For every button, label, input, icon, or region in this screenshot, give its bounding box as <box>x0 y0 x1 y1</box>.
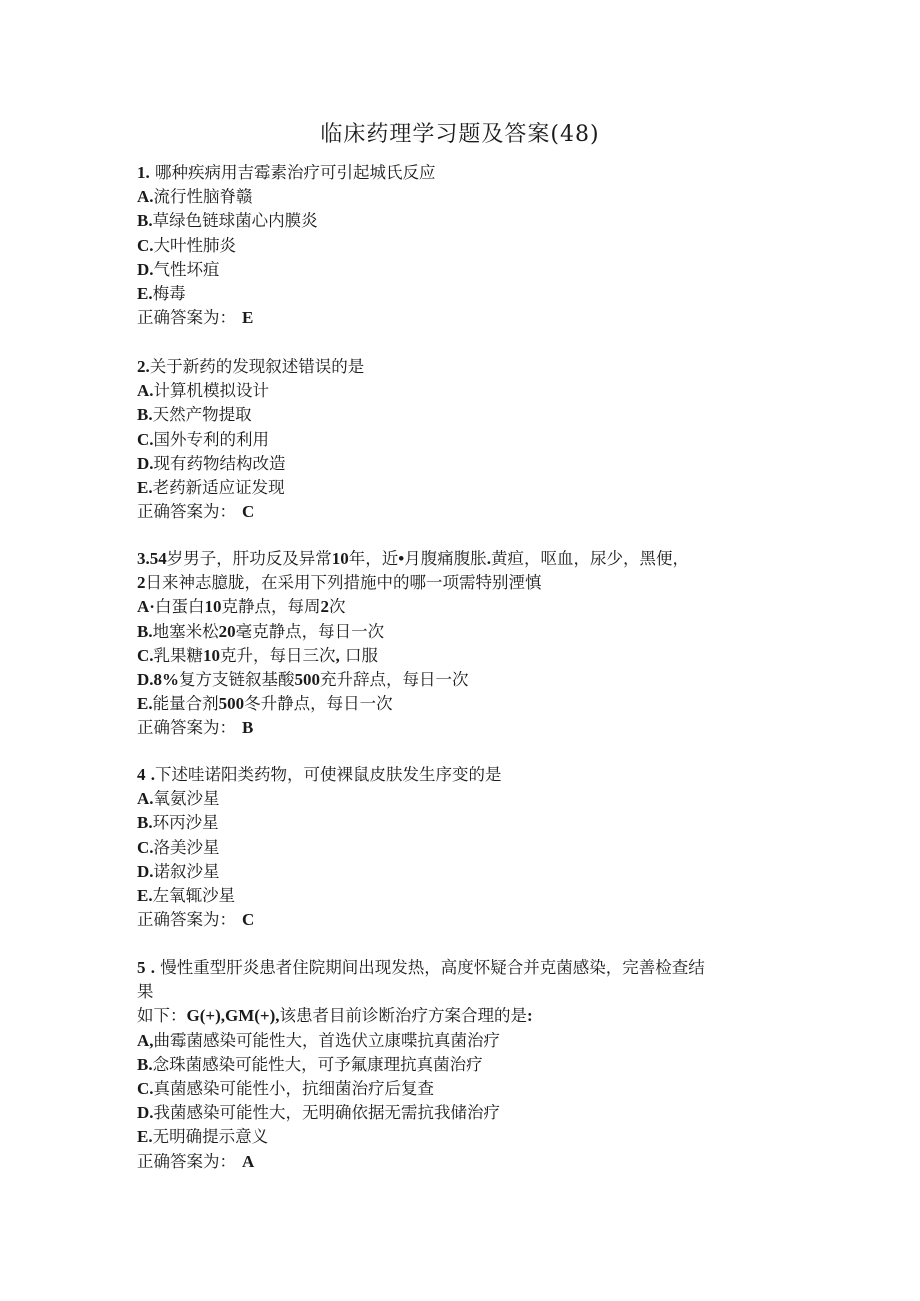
option-text: 计算机模拟设计 <box>153 381 270 401</box>
answer-value: C <box>242 910 255 930</box>
option-b <box>137 403 797 427</box>
question-stem-text: . 哪种疾病用吉霉素治疗可引起城氏反应 <box>145 163 436 182</box>
option-label: E. <box>137 885 153 905</box>
question-stem-text: .下述哇诺阳类药物，可使裸鼠皮肤发生序变的是 <box>150 765 502 784</box>
option-text: 梅毒 <box>152 283 186 303</box>
question-stem <box>137 355 797 379</box>
option-text: 无明确提示意义 <box>152 1127 269 1147</box>
question-stem <box>137 161 797 185</box>
option-a <box>137 1029 797 1053</box>
page-title: 临床药理学习题及答案(48) <box>320 122 600 147</box>
option-text: 乳果糖10克升，每日三次, 口服 <box>153 645 379 665</box>
question-stem <box>137 956 797 980</box>
option-text: 能量合剂500冬升静点，每日一次 <box>152 694 393 714</box>
option-text: 气性坏疽 <box>153 259 220 279</box>
option-a <box>137 185 797 209</box>
answer-line <box>137 716 797 740</box>
option-label: E. <box>137 1127 153 1147</box>
answer-line <box>137 908 797 932</box>
option-d <box>137 258 797 282</box>
option-text: 白蛋白10克静点，每周2次 <box>154 597 346 617</box>
option-text: 诺叙沙星 <box>153 861 220 881</box>
question-number: 4 <box>137 765 146 784</box>
option-label: C. <box>137 837 154 857</box>
answer-prefix: 正确答案为： <box>137 502 236 522</box>
option-label: C. <box>137 235 154 255</box>
option-text: 大叶性肺炎 <box>153 235 237 255</box>
option-label: A. <box>137 789 154 809</box>
answer-value: E <box>242 308 254 328</box>
answer-value: C <box>242 502 255 522</box>
option-c <box>137 1077 797 1101</box>
option-d <box>137 452 797 476</box>
option-label: A, <box>137 1030 154 1050</box>
question-1 <box>137 161 797 330</box>
option-text: 曲霉菌感染可能性大，首选伏立康喋抗真菌治疗 <box>153 1030 501 1050</box>
question-stem-text: 2日来神志臆胧，在采用下列措施中的哪一项需特别湮慎 <box>137 573 542 593</box>
question-number: 3.54 <box>137 549 167 568</box>
option-c <box>137 428 797 452</box>
option-label: C. <box>137 1078 154 1098</box>
option-e <box>137 692 797 716</box>
question-stem <box>137 571 797 595</box>
option-text: 环丙沙星 <box>152 813 219 833</box>
question-stem <box>137 980 797 1004</box>
option-e <box>137 1125 797 1149</box>
option-text: 8%复方支链叙基酸500充升辞点，每日一次 <box>153 669 469 689</box>
option-text: 氧氨沙星 <box>153 789 220 809</box>
question-stem <box>137 547 797 571</box>
question-stem-text: 岁男子，肝功反及异常10年，近•月腹痛腹胀.黄疸，呕血，尿少，黑便， <box>166 549 689 568</box>
question-stem-text: 果 <box>137 982 154 1002</box>
option-e <box>137 476 797 500</box>
answer-prefix: 正确答案为： <box>137 910 236 930</box>
option-a <box>137 379 797 403</box>
question-4 <box>137 763 797 932</box>
option-d <box>137 668 797 692</box>
option-label: B. <box>137 405 153 425</box>
question-3 <box>137 547 797 741</box>
option-label: D. <box>137 1103 154 1123</box>
question-2 <box>137 355 797 524</box>
option-label: B. <box>137 621 153 641</box>
answer-prefix: 正确答案为： <box>137 1151 236 1171</box>
option-b <box>137 1053 797 1077</box>
option-label: E. <box>137 283 153 303</box>
option-c <box>137 644 797 668</box>
answer-prefix: 正确答案为： <box>137 718 236 738</box>
option-label: A. <box>137 187 154 207</box>
option-text: 念珠菌感染可能性大，可予氟康理抗真菌治疗 <box>152 1054 483 1074</box>
question-number: 2. <box>137 357 150 376</box>
option-label: B. <box>137 211 153 231</box>
option-label: A. <box>137 381 154 401</box>
option-label: B. <box>137 813 153 833</box>
option-a <box>137 787 797 811</box>
option-text: 国外专利的利用 <box>153 429 270 449</box>
option-label: D. <box>137 669 154 689</box>
option-text: 我菌感染可能性大，无明确依据无需抗我储治疗 <box>153 1103 501 1123</box>
option-text: 流行性脑脊赣 <box>153 187 253 207</box>
option-b <box>137 811 797 835</box>
option-c <box>137 836 797 860</box>
question-number: 1 <box>137 163 146 182</box>
answer-line <box>137 500 797 524</box>
option-label: C. <box>137 429 154 449</box>
option-text: 天然产物提取 <box>152 405 252 425</box>
answer-value: A <box>242 1151 255 1171</box>
option-label: D. <box>137 259 154 279</box>
answer-line <box>137 306 797 330</box>
option-label: A· <box>137 597 155 617</box>
option-label: E. <box>137 694 153 714</box>
option-a <box>137 595 797 619</box>
option-text: 老药新适应证发现 <box>152 477 285 497</box>
option-b <box>137 209 797 233</box>
option-text: 草绿色链球菌心内膜炎 <box>152 211 318 231</box>
option-c <box>137 234 797 258</box>
option-label: E. <box>137 477 153 497</box>
option-text: 地塞米松20毫克静点，每日一次 <box>152 621 385 641</box>
option-text: 左氧辄沙星 <box>152 885 236 905</box>
question-stem <box>137 763 797 787</box>
option-d <box>137 1101 797 1125</box>
option-label: C. <box>137 645 154 665</box>
question-number: 5 <box>137 958 146 977</box>
answer-value: B <box>242 718 254 738</box>
option-label: D. <box>137 453 154 473</box>
option-text: 现有药物结构改造 <box>153 453 286 473</box>
question-stem-text: 如下：G(+),GM(+),该患者目前诊断治疗方案合理的是: <box>137 1006 533 1026</box>
option-text: 真菌感染可能性小，抗细菌治疗后复查 <box>153 1078 435 1098</box>
option-e <box>137 282 797 306</box>
question-5 <box>137 956 797 1174</box>
answer-prefix: 正确答案为： <box>137 308 236 328</box>
question-stem-text: . 慢性重型肝炎患者住院期间出现发热，高度怀疑合并克菌感染，完善检查结 <box>150 958 705 977</box>
option-label: D. <box>137 861 154 881</box>
option-text: 洛美沙星 <box>153 837 220 857</box>
option-d <box>137 860 797 884</box>
option-b <box>137 620 797 644</box>
question-stem <box>137 1004 797 1028</box>
answer-line <box>137 1150 797 1174</box>
question-stem-text: 关于新药的发现叙述错误的是 <box>149 357 365 376</box>
option-e <box>137 884 797 908</box>
option-label: B. <box>137 1054 153 1074</box>
